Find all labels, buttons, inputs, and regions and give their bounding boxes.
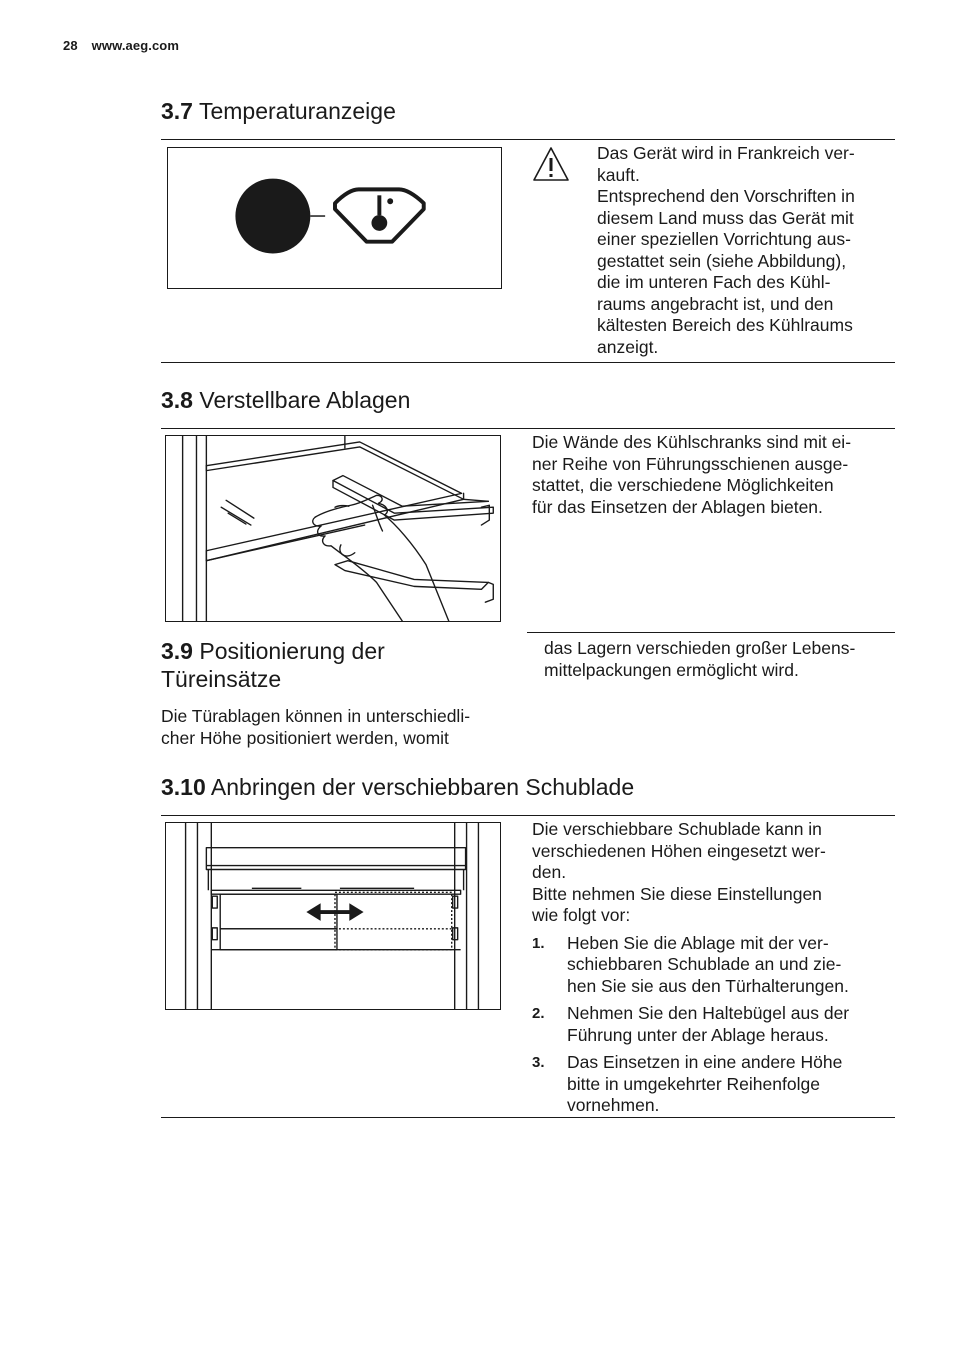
site-url[interactable]: www.aeg.com: [91, 38, 179, 53]
section-rule: [161, 428, 895, 429]
temperature-indicator-figure: [167, 147, 502, 289]
section-title-text: Verstellbare Ablagen: [199, 387, 411, 413]
section-number: 3.9: [161, 638, 193, 664]
section-3-8-text: [532, 432, 897, 518]
section-title-3-8: [161, 386, 410, 414]
shelf-description: Die Wände des Kühlschranks sind mit ei- ner Reihe von Führungsschienen ausge- stattet, die verschiedene Möglichkeiten für das Einsetzen der Ablagen bieten.: [532, 432, 852, 517]
step-text: Heben Sie die Ablage mit der ver- schiebbaren Schublade an und zie- hen Sie sie aus den Türhalterungen.: [567, 932, 849, 996]
section-number: 3.7: [161, 98, 193, 124]
section-rule: [161, 1117, 895, 1118]
section-rule: [161, 362, 895, 363]
step-text: Das Einsetzen in eine andere Höhe bitte in umgekehrter Reihenfolge vornehmen.: [567, 1052, 843, 1115]
door-shelf-description: Die Türablagen können in unterschiedli- cher Höhe positioniert werden, womit: [161, 706, 471, 748]
list-item: [532, 1003, 897, 1046]
section-title-text: Temperaturanzeige: [198, 98, 396, 124]
section-title-3-10: [161, 773, 634, 801]
section-title-text-line2: Türeinsätze: [161, 666, 282, 692]
section-3-7-text: [597, 143, 897, 358]
list-item: [532, 1052, 897, 1117]
section-3-9-text-left: [161, 706, 516, 749]
section-title-text: Positionierung der: [199, 638, 385, 664]
list-item: [532, 933, 897, 998]
warning-triangle-icon: [532, 146, 570, 182]
section-3-9-text-right: [544, 638, 897, 681]
drawer-intro: Die verschiebbare Schublade kann in verschiedenen Höhen eingesetzt wer- den. Bitte nehmen Sie diese Einstellungen wie folgt vor:: [532, 819, 826, 925]
section-3-10-text: [532, 819, 897, 1117]
section-rule: [527, 632, 895, 633]
step-number: 2.: [532, 1005, 545, 1022]
page-number: 28: [63, 38, 78, 53]
section-number: 3.10: [161, 774, 206, 800]
section-rule: [161, 139, 895, 140]
step-list: [532, 933, 897, 1117]
step-number: 1.: [532, 934, 545, 952]
section-number: 3.8: [161, 387, 193, 413]
section-title-text: Anbringen der verschiebbaren Schublade: [210, 774, 635, 800]
section-title-3-7: [161, 97, 396, 125]
door-shelf-description-continued: das Lagern verschieden großer Lebens- mittelpackungen ermöglicht wird.: [544, 638, 856, 680]
step-text: Nehmen Sie den Haltebügel aus der Führung unter der Ablage heraus.: [567, 1003, 850, 1045]
shelf-figure: [165, 435, 501, 622]
step-number: 3.: [532, 1054, 545, 1071]
page-header: [63, 38, 179, 53]
section-title-3-9: [161, 637, 385, 693]
section-rule: [161, 815, 895, 816]
sliding-drawer-figure: [165, 822, 501, 1010]
warning-text: Das Gerät wird in Frankreich ver- kauft. Entsprechend den Vorschriften in diesem Land muss das Gerät mit einer speziellen Vorrichtung aus- gestattet sein (siehe Abbildung), die im unteren Fach des Kühl- raums angebracht ist, und den kältesten Bereich des Kühlraums anzeigt.: [597, 143, 855, 357]
